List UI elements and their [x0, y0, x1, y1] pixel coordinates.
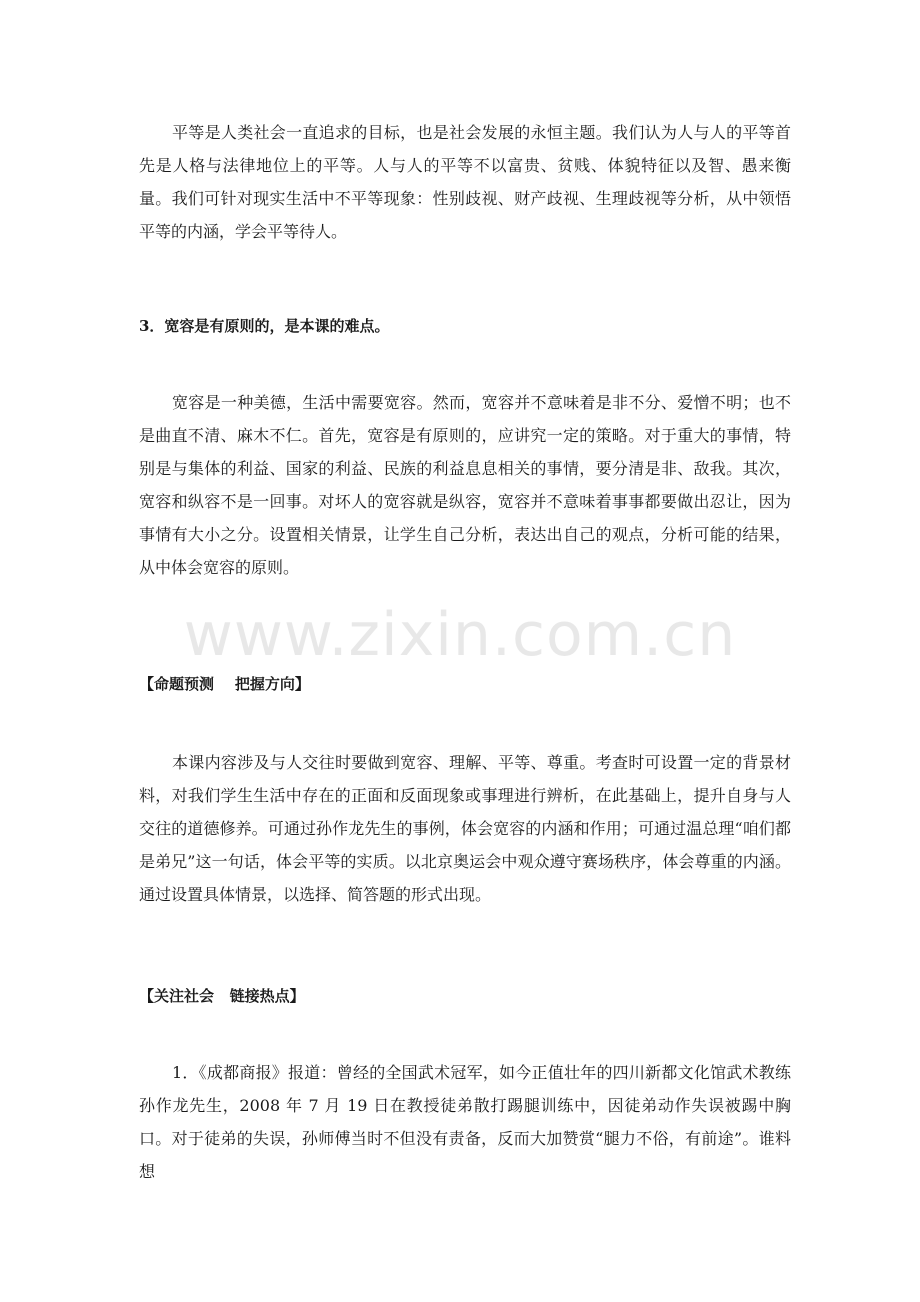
paragraph-news: 1．《成都商报》报道：曾经的全国武术冠军，如今正值壮年的四川新都文化馆武术教练孙作龙先生，2008 年 7 月 19 日在教授徒弟散打踢腿训练中，因徒弟动作失误被踢中胸口。对于徒弟的失误，孙师傅当时不但没有责备，反而大加赞赏“腿力不俗，有前途”。谁料想	[139, 1063, 791, 1181]
paragraph-equality: 平等是人类社会一直追求的目标，也是社会发展的永恒主题。我们认为人与人的平等首先是人格与法律地位上的平等。人与人的平等不以富贵、贫贱、体貌特征以及智、愚来衡量。我们可针对现实生活中不平等现象：性别歧视、财产歧视、生理歧视等分析，从中领悟平等的内涵，学会平等待人。	[139, 123, 791, 241]
heading-prediction: 【命题预测 把握方向】	[139, 675, 310, 693]
watermark: www.zixin.com.cn	[183, 600, 737, 670]
paragraph-prediction: 本课内容涉及与人交往时要做到宽容、理解、平等、尊重。考查时可设置一定的背景材料，对我们学生生活中存在的正面和反面现象或事理进行辨析，在此基础上，提升自身与人交往的道德修养。可通过孙作龙先生的事例，体会宽容的内涵和作用；可通过温总理“咱们都是弟兄”这一句话，体会平等的实质。以北京奥运会中观众遵守赛场秩序，体会尊重的内涵。通过设置具体情景，以选择、简答题的形式出现。	[139, 753, 791, 904]
heading-society: 【关注社会 链接热点】	[139, 987, 305, 1005]
paragraph-tolerance: 宽容是一种美德，生活中需要宽容。然而，宽容并不意味着是非不分、爱憎不明；也不是曲直不清、麻木不仁。首先，宽容是有原则的，应讲究一定的策略。对于重大的事情，特别是与集体的利益、国家的利益、民族的利益息息相关的事情，要分清是非、敌我。其次，宽容和纵容不是一回事。对坏人的宽容就是纵容，宽容并不意味着事事都要做出忍让，因为事情有大小之分。设置相关情景，让学生自己分析，表达出自己的观点，分析可能的结果，从中体会宽容的原则。	[139, 393, 791, 577]
heading-point-3: 3．宽容是有原则的，是本课的难点。	[139, 317, 390, 335]
